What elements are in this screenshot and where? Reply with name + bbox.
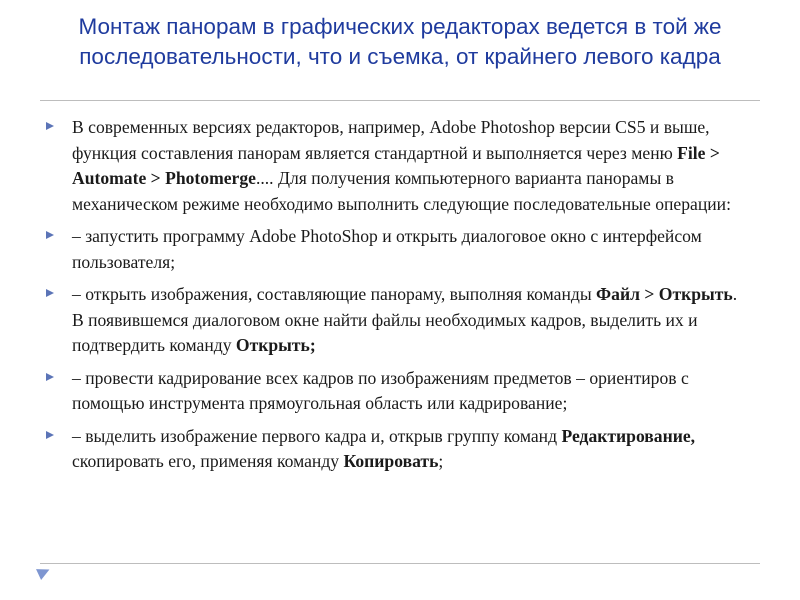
- bullet-text: – провести кадрирование всех кадров по изображениям предметов – ориентиров с помощью инструмента прямоугольная область или кадрирование;: [72, 367, 689, 413]
- bullet-text: .... Для получения компьютерного варианта панорамы в механическом режиме необходимо выполнить следующие последовательные операции:: [72, 168, 731, 214]
- bullet-text: – запустить программу Adobe PhotoShop и открыть диалоговое окно с интерфейсом пользователя;: [72, 226, 702, 272]
- bullet-item-copy: [44, 424, 752, 475]
- triangle-bullet-icon: [46, 289, 54, 297]
- command-bold: Редактирование,: [561, 425, 696, 446]
- bullet-text: В современных версиях редакторов, например, Adobe Photoshop версии CS5 и выше, функция составления панорам является стандартной и выполняется через меню: [72, 117, 710, 163]
- slide-nav-arrow-icon[interactable]: [36, 564, 52, 580]
- bullet-text: – выделить изображение первого кадра и, открыв группу команд: [72, 425, 562, 446]
- bullet-item-open-images: [44, 282, 752, 359]
- triangle-bullet-icon: [46, 231, 54, 239]
- bullet-text: ;: [438, 451, 444, 471]
- command-bold: Открыть;: [235, 335, 316, 355]
- bullet-text: . В появившемся диалоговом окне найти файлы необходимых кадров, выделить их и подтвердить команду: [72, 284, 738, 355]
- command-bold: Файл > Открыть: [596, 284, 733, 304]
- bullet-list: [44, 115, 752, 482]
- triangle-bullet-icon: [46, 122, 54, 130]
- triangle-bullet-icon: [46, 431, 54, 439]
- bullet-text: скопировать его, применяя команду: [72, 451, 344, 471]
- bullet-item-crop: [44, 366, 752, 417]
- bullet-item-photomerge: [44, 115, 752, 217]
- command-bold: Копировать: [343, 451, 439, 471]
- bullet-item-launch: [44, 224, 752, 275]
- bullet-text: – открыть изображения, составляющие панораму, выполняя команды: [72, 284, 597, 304]
- slide-title: Монтаж панорам в графических редакторах ведется в той же последовательности, что и съемка, от крайнего левого кадра: [78, 14, 722, 69]
- footer-divider: [40, 563, 760, 564]
- title-divider: [40, 100, 760, 101]
- menu-path-bold: File > Automate > Photomerge: [72, 142, 720, 188]
- triangle-bullet-icon: [46, 373, 54, 381]
